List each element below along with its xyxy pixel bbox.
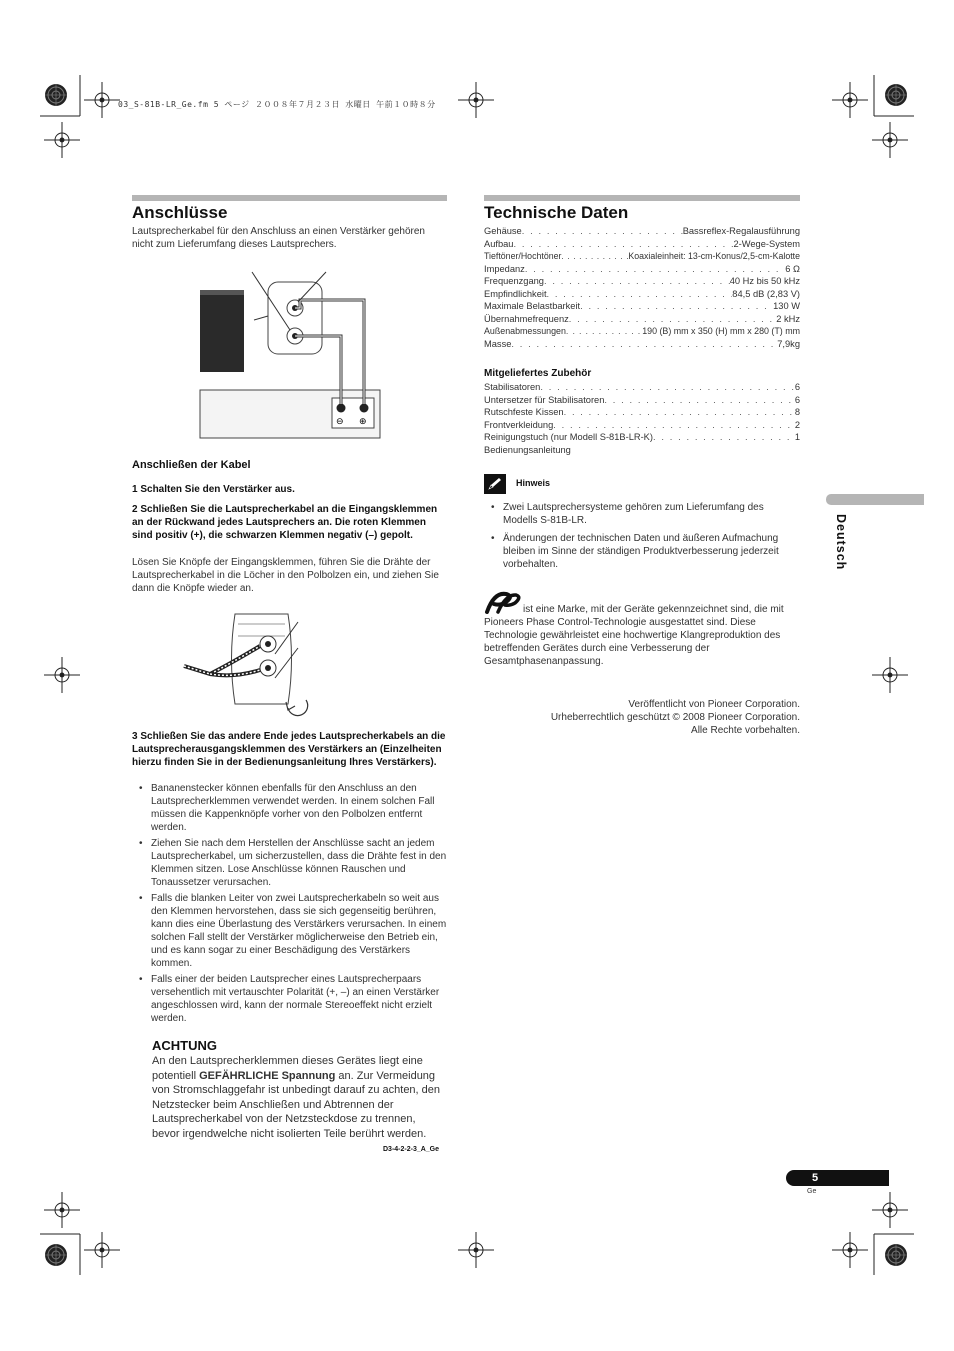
step-3: 3 Schließen Sie das andere Ende jedes Lautsprecherkabels an die Lautsprecherausgangsklemmen des Verstärkers an (Einzelheiten hierzu finden Sie in der Bedienungsanleitung Ihres Verstärkers). bbox=[132, 731, 446, 769]
caution-text-post: an. Zur Vermeidung von Stromschlaggefahr ist unbedingt darauf zu achten, den Netzstecker beim Anschließen und Abtrennen der Lautsprecherkabel von der Netzsteckdose zu trennen, bevor irgendwelche nicht isolierten Teile berührt werden. bbox=[152, 1069, 441, 1140]
spec-key: Außenabmessungen bbox=[484, 326, 566, 336]
note-pencil-icon bbox=[484, 474, 506, 494]
list-item: • Falls die blanken Leiter von zwei Lautsprecherkabeln so weit aus den Klemmen hervorstehen, dass sie sich gegenseitig berühren, kann dies eine Überlastung des Verstärkers verursachen. In einem solchen Fall stellt der Verstärker möglicherweise den Betrieb ein, und es kann sogar zu einer Beschädigung des Verstärkers kommen. bbox=[132, 892, 447, 970]
spec-value: 40 Hz bis 50 kHz bbox=[729, 276, 800, 286]
subheading-anschliessen: Anschließen der Kabel bbox=[132, 459, 251, 471]
section-bar-right bbox=[484, 195, 800, 201]
accessory-key: Rutschfeste Kissen bbox=[484, 407, 564, 417]
terminal-diagram bbox=[180, 604, 320, 724]
list-item: • Änderungen der technischen Daten und äußeren Aufmachung bleiben im Sinne der ständigen Produktverbesserung jederzeit vorbehalten. bbox=[484, 532, 800, 571]
caution-text-bold: GEFÄHRLICHE Spannung bbox=[199, 1069, 336, 1082]
section-title-technische-daten: Technische Daten bbox=[484, 203, 629, 222]
publisher-line-1: Veröffentlicht von Pioneer Corporation. bbox=[628, 699, 800, 710]
spec-row bbox=[484, 325, 800, 338]
spec-key: Übernahmefrequenz bbox=[484, 313, 569, 324]
list-item: • Ziehen Sie nach dem Herstellen der Anschlüsse sacht an jedem Lautsprecherkabel, um sicherzustellen, dass die Drähte fest in den Klemmen sitzen. Lose Anschlüsse können Rauschen und Tonaussetzer verursachen. bbox=[132, 837, 447, 889]
page-language: Ge bbox=[807, 1188, 817, 1195]
spec-key: Aufbau bbox=[484, 238, 514, 249]
caution-text-pre: An den Lautsprecherklemmen dieses Gerätes liegt eine potentiell bbox=[152, 1055, 423, 1082]
spec-row bbox=[484, 275, 800, 288]
spec-value: 6 Ω bbox=[785, 263, 800, 274]
phase-control-text-body: ist eine Marke, mit der Geräte gekennzeichnet sind, die mit Pioneers Phase Control-Technologie ausgestattet sind. Diese Technologie gewährleistet eine hochwertige Klangreproduktion des betreffenden Gerätes durch eine Verbesserung der Gesamtphasenanpassung. bbox=[484, 604, 784, 667]
language-tab-label: Deutsch bbox=[834, 514, 848, 571]
list-item: • Falls einer der beiden Lautsprecher eines Lautsprecherpaars versehentlich mit vertauschter Polarität (+, –) an einen Verstärker angeschlossen wird, kann der normale Stereoeffekt nicht erzielt werden. bbox=[132, 973, 447, 1025]
language-tab bbox=[826, 508, 856, 588]
accessory-key: Frontverkleidung bbox=[484, 419, 554, 430]
note-bullets bbox=[484, 501, 800, 574]
spec-row bbox=[484, 313, 800, 326]
accessory-key: Untersetzer für Stabilisatoren bbox=[484, 394, 605, 405]
language-tab-bar bbox=[826, 494, 924, 505]
spec-row bbox=[484, 225, 800, 238]
accessory-key: Stabilisatoren bbox=[484, 382, 541, 392]
spec-value: 2 kHz bbox=[776, 313, 800, 324]
accessory-value: 2 bbox=[794, 419, 800, 430]
accessories-title: Mitgeliefertes Zubehör bbox=[484, 368, 592, 379]
spec-key: Impedanz bbox=[484, 263, 525, 274]
speaker-connection-diagram bbox=[198, 270, 384, 440]
page-number-badge bbox=[786, 1170, 889, 1186]
accessory-row bbox=[484, 381, 800, 394]
section-bar-left bbox=[132, 195, 447, 201]
caution-text bbox=[152, 1054, 446, 1142]
accessory-row bbox=[484, 419, 800, 432]
spec-key: Gehäuse bbox=[484, 226, 522, 236]
spec-value: 190 (B) mm x 350 (H) mm x 280 (T) mm bbox=[642, 326, 800, 336]
spec-value: 7,9kg bbox=[777, 338, 800, 349]
spec-value: 130 W bbox=[773, 301, 800, 311]
step-1: 1 Schalten Sie den Verstärker aus. bbox=[132, 484, 295, 495]
spec-row bbox=[484, 250, 800, 263]
caution-title: ACHTUNG bbox=[152, 1038, 217, 1053]
spec-value: Koaxialeinheit: 13-cm-Konus/2,5-cm-Kalotte bbox=[628, 251, 800, 261]
accessory-value: 6 bbox=[794, 382, 800, 392]
file-header: 03_S-81B-LR_Ge.fm 5 ページ ２００８年７月２３日 水曜日 午前１０時８分 bbox=[118, 100, 436, 109]
accessory-key: Reinigungstuch (nur Modell S-81B-LR-K) bbox=[484, 432, 653, 442]
spec-key: Tieftöner/Hochtöner bbox=[484, 251, 562, 261]
accessory-row bbox=[484, 431, 800, 444]
accessory-value: 8 bbox=[794, 407, 800, 417]
spec-key: Masse bbox=[484, 338, 512, 349]
section-title-anschlusse: Anschlüsse bbox=[132, 203, 228, 222]
page-number: 5 bbox=[812, 1172, 819, 1184]
plus-label: ⊕ bbox=[359, 417, 367, 427]
publisher-line-3: Alle Rechte vorbehalten. bbox=[691, 725, 800, 736]
list-item: • Bananenstecker können ebenfalls für den Anschluss an den Lautsprecherklemmen verwendet werden. In einem solchen Fall müssen die Kappenknöpfe vorher von den Polbolzen entfernt werden. bbox=[132, 782, 447, 834]
publisher-line-2: Urheberrechtlich geschützt © 2008 Pioneer Corporation. bbox=[550, 712, 800, 723]
step-2-text: Lösen Sie Knöpfe der Eingangsklemmen, führen Sie die Drähte der Lautsprecherkabel in die Löcher in den Polbolzen ein, und ziehen Sie dann die Knöpfe wieder an. bbox=[132, 557, 439, 594]
accessory-row bbox=[484, 406, 800, 419]
note-title: Hinweis bbox=[516, 478, 551, 488]
phase-control-text bbox=[484, 603, 800, 668]
specs-list bbox=[484, 225, 800, 350]
accessory-key: Bedienungsanleitung bbox=[484, 444, 571, 455]
spec-key: Maximale Belastbarkeit bbox=[484, 301, 581, 311]
step-2: 2 Schließen Sie die Lautsprecherkabel an die Eingangsklemmen an der Rückwand jedes Lautsprechers an. Die roten Klemmen sind positiv (+), die schwarzen Klemmen negativ (–) gepolt. bbox=[132, 504, 438, 542]
spec-value: Bassreflex-Regalausführung bbox=[682, 226, 800, 236]
list-item: • Zwei Lautsprechersysteme gehören zum Lieferumfang des Modells S-81B-LR. bbox=[484, 501, 800, 527]
connection-bullets bbox=[132, 782, 447, 1028]
intro-text: Lautsprecherkabel für den Anschluss an einen Verstärker gehören nicht zum Lieferumfang dieses Lautsprechers. bbox=[132, 226, 425, 250]
accessories-list bbox=[484, 381, 800, 456]
spec-value: 2-Wege-System bbox=[733, 238, 800, 249]
spec-row bbox=[484, 288, 800, 301]
spec-row bbox=[484, 300, 800, 313]
accessory-value: 6 bbox=[794, 394, 800, 405]
spec-row bbox=[484, 338, 800, 351]
spec-row bbox=[484, 238, 800, 251]
minus-label: ⊖ bbox=[336, 417, 344, 427]
spec-value: 84,5 dB (2,83 V) bbox=[732, 288, 800, 299]
caution-code: D3-4-2-2-3_A_Ge bbox=[383, 1146, 440, 1153]
spec-key: Frequenzgang bbox=[484, 276, 544, 286]
accessory-row bbox=[484, 394, 800, 407]
accessory-value: 1 bbox=[794, 432, 800, 442]
spec-key: Empfindlichkeit bbox=[484, 288, 547, 299]
spec-row bbox=[484, 263, 800, 276]
accessory-row bbox=[484, 444, 800, 457]
